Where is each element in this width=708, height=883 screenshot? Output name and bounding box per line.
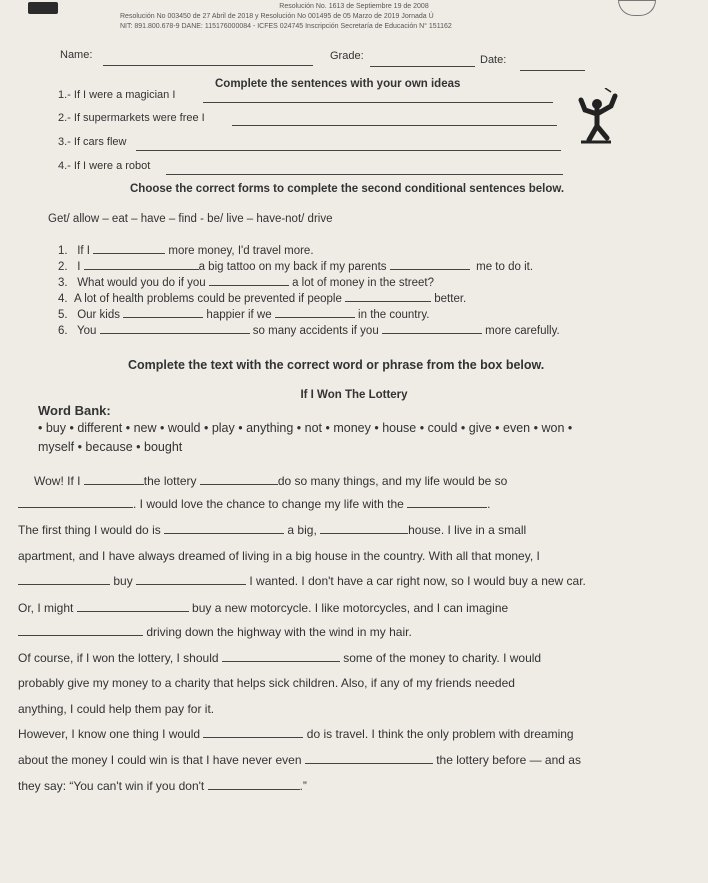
s2-blank[interactable] (123, 307, 203, 318)
story-title: If I Won The Lottery (300, 389, 408, 401)
s1-answer-1[interactable] (203, 92, 553, 103)
text-line-11: However, I know one thing I would do is travel. I think the only problem with dreaming (18, 727, 574, 741)
text-line-13: they say: “You can't win if you don't .” (18, 779, 307, 793)
text-blank[interactable] (18, 625, 143, 636)
text-blank[interactable] (136, 574, 246, 585)
grade-label: Grade: (330, 50, 364, 62)
date-field[interactable] (520, 60, 585, 71)
date-label: Date: (480, 54, 507, 66)
text-line-6: Or, I might buy a new motorcycle. I like motorcycles, and I can imagine (18, 601, 509, 615)
s1-answer-2[interactable] (232, 115, 557, 126)
text-blank[interactable] (222, 651, 340, 662)
header-line-2: Resolución No 003450 de 27 Abril de 2018 y Resolución No 001495 de 05 Marzo de 2019 Jornada Ú (120, 13, 434, 20)
text-blank[interactable] (320, 523, 408, 534)
s1-item-1: 1.- If I were a magician I (58, 89, 176, 101)
s2-blank[interactable] (84, 259, 199, 270)
text-blank[interactable] (208, 779, 300, 790)
s2-blank[interactable] (209, 275, 289, 286)
text-blank[interactable] (164, 523, 284, 534)
s1-answer-3[interactable] (136, 140, 561, 151)
s2-item-3: 3. What would you do if you a lot of money in the street? (58, 277, 435, 289)
magician-figure-icon (575, 88, 630, 148)
s2-item-1: 1. If I more money, I'd travel more. (58, 245, 314, 257)
text-line-1: Wow! If I the lottery do so many things, and my life would be so (34, 474, 508, 488)
text-line-5: buy I wanted. I don't have a car right now, so I would buy a new car. (18, 574, 586, 588)
name-field[interactable] (103, 55, 313, 66)
text-line-8: Of course, if I won the lottery, I should some of the money to charity. I would (18, 651, 542, 665)
text-line-4: apartment, and I have always dreamed of living in a big house in the country. With all that money, I (18, 549, 540, 563)
s1-answer-4[interactable] (166, 164, 563, 175)
s2-item-6: 6. You so many accidents if you more carefully. (58, 325, 560, 337)
word-bank-line-1: • buy • different • new • would • play • anything • not • money • house • could • give • even • won • (38, 421, 573, 435)
text-blank[interactable] (305, 753, 433, 764)
text-line-3: The first thing I would do is a big, house. I live in a small (18, 523, 527, 537)
word-bank-line-2: myself • because • bought (38, 440, 183, 454)
s2-blank[interactable] (100, 323, 250, 334)
verb-list: Get/ allow – eat – have – find - be/ live – have-not/ drive (48, 213, 333, 225)
text-blank[interactable] (407, 497, 487, 508)
header-line-1: Resolución No. 1613 de Septiembre 19 de 2008 (279, 3, 429, 10)
text-blank[interactable] (203, 727, 303, 738)
s2-blank[interactable] (275, 307, 355, 318)
s2-item-2: 2. I a big tattoo on my back if my parents me to do it. (58, 261, 534, 273)
text-line-9: probably give my money to a charity that helps sick children. Also, if any of my friends needed (18, 676, 515, 690)
s1-item-2: 2.- If supermarkets were free I (58, 112, 205, 124)
text-blank[interactable] (18, 497, 133, 508)
s2-blank[interactable] (345, 291, 431, 302)
s1-item-4: 4.- If I were a robot (58, 160, 151, 172)
text-line-7: driving down the highway with the wind in my hair. (18, 625, 412, 639)
grade-field[interactable] (370, 56, 475, 67)
text-blank[interactable] (77, 601, 189, 612)
text-line-2: . I would love the chance to change my life with the . (18, 497, 491, 511)
name-label: Name: (60, 49, 93, 61)
s2-blank[interactable] (382, 323, 482, 334)
s2-item-5: 5. Our kids happier if we in the country. (58, 309, 430, 321)
text-blank[interactable] (84, 474, 144, 485)
section1-title: Complete the sentences with your own ideas (215, 78, 461, 90)
text-blank[interactable] (18, 574, 110, 585)
header-line-3: NIT: 891.800.678-9 DANE: 115176000084 - ICFES 024745 Inscripción Secretaría de Educación N° 151162 (120, 23, 452, 30)
s1-item-3: 3.- If cars flew (58, 136, 127, 148)
word-bank-label: Word Bank: (38, 403, 111, 418)
text-line-10: anything, I could help them pay for it. (18, 702, 215, 716)
text-blank[interactable] (200, 474, 278, 485)
s2-blank[interactable] (93, 243, 165, 254)
section3-title: Complete the text with the correct word or phrase from the box below. (128, 358, 545, 372)
section2-title: Choose the correct forms to complete the second conditional sentences below. (130, 183, 565, 195)
s2-item-4: 4. A lot of health problems could be prevented if people better. (58, 293, 467, 305)
s2-blank[interactable] (390, 259, 470, 270)
text-line-12: about the money I could win is that I have never even the lottery before — and as (18, 753, 581, 767)
